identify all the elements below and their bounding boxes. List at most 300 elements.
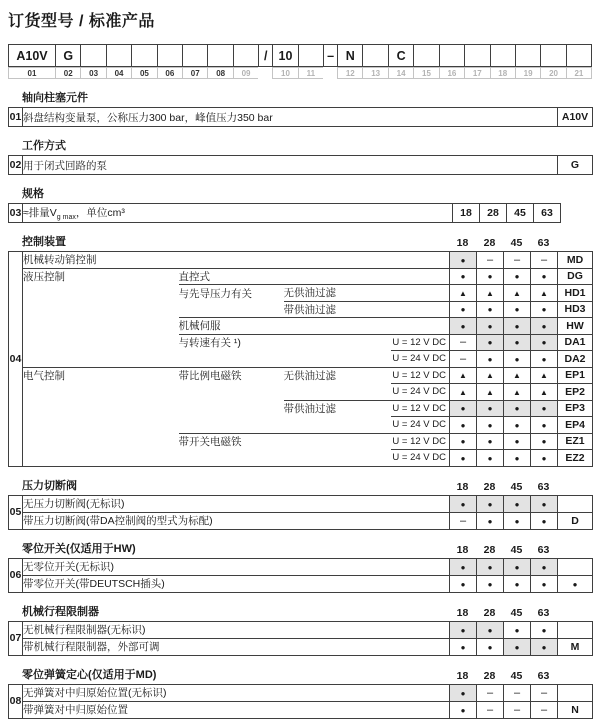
- order-code-cell: [207, 44, 233, 67]
- size-header: 18: [456, 543, 469, 556]
- order-code-position-number: 09: [233, 67, 259, 79]
- availability-cell: [450, 495, 477, 512]
- voltage-cell: U = 24 V DC: [391, 450, 450, 467]
- code-cell: MD: [558, 252, 593, 269]
- code-cell: HW: [558, 318, 593, 335]
- description-cell: 斜盘结构变量泵，公称压力300 bar，峰值压力350 bar: [23, 108, 558, 127]
- availability-cell: [450, 558, 477, 575]
- section-header: [8, 666, 592, 682]
- availability-cell: [450, 252, 477, 269]
- availability-dot-icon: ●: [460, 255, 466, 265]
- availability-cell: [477, 334, 504, 351]
- restricted-triangle-icon: ▲: [486, 387, 494, 397]
- availability-cell: [531, 512, 558, 529]
- availability-cell: [477, 268, 504, 285]
- order-code-position-number: 10: [272, 67, 298, 79]
- restricted-triangle-icon: ▲: [459, 371, 467, 381]
- order-code-cell: C: [388, 44, 414, 67]
- code-cell: DG: [558, 268, 593, 285]
- availability-dot-icon: ●: [460, 562, 466, 572]
- section-header: [8, 233, 592, 249]
- table-row: [9, 252, 593, 269]
- availability-cell: [504, 450, 531, 467]
- order-code-cell: [182, 44, 208, 67]
- availability-cell: [531, 433, 558, 450]
- section-table: [8, 203, 561, 223]
- availability-cell: [450, 638, 477, 655]
- code-cell: A10V: [558, 108, 593, 127]
- not-available-dash-icon: –: [540, 253, 548, 266]
- section-title: 零位弹簧定心(仅适用于MD): [22, 668, 157, 681]
- restricted-triangle-icon: ▲: [513, 288, 521, 298]
- availability-dot-icon: ●: [514, 516, 520, 526]
- availability-cell: [477, 301, 504, 318]
- control-label-cell: 带供油过滤: [284, 301, 391, 318]
- section-title: 零位开关(仅适用于HW): [22, 542, 136, 555]
- code-cell: [558, 621, 593, 638]
- availability-cell: [450, 575, 477, 592]
- availability-dot-icon: ●: [572, 579, 578, 589]
- control-label-cell: [23, 384, 179, 401]
- availability-cell: [450, 417, 477, 434]
- availability-dot-icon: ●: [541, 642, 547, 652]
- section-header: [8, 477, 592, 493]
- description-cell: 无机械行程限制器(无标识): [23, 621, 450, 638]
- availability-cell: [531, 575, 558, 592]
- control-label-cell: [284, 351, 391, 368]
- availability-dot-icon: ●: [541, 579, 547, 589]
- availability-dot-icon: ●: [460, 642, 466, 652]
- availability-cell: [531, 450, 558, 467]
- availability-dot-icon: ●: [460, 499, 466, 509]
- control-label-cell: [284, 318, 391, 335]
- availability-dot-icon: ●: [541, 516, 547, 526]
- description-cell: 带零位开关(带DEUTSCH插头): [23, 575, 450, 592]
- table-row: [9, 367, 593, 384]
- availability-cell: [531, 684, 558, 701]
- availability-cell: [477, 400, 504, 417]
- availability-cell: [477, 638, 504, 655]
- availability-cell: [450, 268, 477, 285]
- availability-dot-icon: ●: [460, 437, 466, 447]
- availability-dot-icon: ●: [460, 579, 466, 589]
- control-label-cell: 与先导压力有关: [179, 285, 284, 302]
- availability-dot-icon: ●: [487, 420, 493, 430]
- page-title: 订货型号 / 标准产品: [8, 13, 155, 30]
- restricted-triangle-icon: ▲: [459, 387, 467, 397]
- description-cell: 带弹簧对中归原始位置: [23, 701, 450, 718]
- size-header: 63: [537, 237, 550, 249]
- order-code-cell: [233, 44, 259, 67]
- size-header: 45: [510, 237, 523, 249]
- not-available-dash-icon: –: [486, 253, 494, 266]
- voltage-cell: [391, 318, 450, 335]
- section-table: [8, 155, 593, 175]
- section-header: [8, 137, 592, 153]
- availability-dot-icon: ●: [541, 404, 547, 414]
- availability-dot-icon: ●: [487, 305, 493, 315]
- code-cell: DA1: [558, 334, 593, 351]
- voltage-cell: U = 24 V DC: [391, 384, 450, 401]
- control-label-cell: 带开关电磁铁: [179, 433, 284, 450]
- voltage-cell: U = 12 V DC: [391, 433, 450, 450]
- order-code-position-number: 11: [298, 67, 324, 79]
- availability-dot-icon: ●: [460, 305, 466, 315]
- order-code-cell: –: [323, 44, 338, 67]
- availability-dot-icon: ●: [487, 354, 493, 364]
- availability-cell: [504, 334, 531, 351]
- voltage-cell: [391, 252, 450, 269]
- control-label-cell: 与转速有关 ¹): [179, 334, 284, 351]
- order-code-cell: [131, 44, 157, 67]
- order-code-position-number: 20: [540, 67, 566, 79]
- availability-cell: [477, 512, 504, 529]
- order-code-cell: [464, 44, 490, 67]
- section-05: [8, 477, 592, 530]
- row-number-cell: 01: [9, 108, 23, 127]
- availability-dot-icon: ●: [541, 305, 547, 315]
- availability-dot-icon: ●: [460, 420, 466, 430]
- size-header: 63: [537, 543, 550, 556]
- code-cell: G: [558, 156, 593, 175]
- order-code-position-number: 01: [8, 67, 56, 79]
- row-number-cell: 06: [9, 558, 23, 592]
- table-row: [9, 433, 593, 450]
- control-label-cell: [23, 334, 179, 351]
- order-code-position-number: 12: [337, 67, 363, 79]
- availability-cell: [477, 285, 504, 302]
- restricted-triangle-icon: ▲: [486, 371, 494, 381]
- table-row: [9, 638, 593, 655]
- section-07: [8, 603, 592, 656]
- availability-cell: [477, 252, 504, 269]
- code-cell: N: [558, 701, 593, 718]
- control-label-cell: [179, 384, 284, 401]
- availability-cell: [450, 318, 477, 335]
- availability-cell: [531, 334, 558, 351]
- section-header: [8, 540, 592, 556]
- availability-dot-icon: ●: [514, 338, 520, 348]
- control-label-cell: 机械伺服: [179, 318, 284, 335]
- availability-cell: [450, 450, 477, 467]
- control-label-cell: [284, 417, 391, 434]
- availability-cell: [531, 285, 558, 302]
- order-code-cell: [80, 44, 106, 67]
- availability-cell: [504, 575, 531, 592]
- control-label-cell: [23, 301, 179, 318]
- order-code-position-number: 08: [207, 67, 233, 79]
- control-label-cell: [179, 400, 284, 417]
- section-title: 规格: [22, 188, 44, 200]
- availability-cell: [504, 417, 531, 434]
- availability-cell: [531, 351, 558, 368]
- section-table: [8, 558, 593, 593]
- availability-cell: [504, 400, 531, 417]
- availability-cell: [531, 495, 558, 512]
- availability-cell: [504, 433, 531, 450]
- not-available-dash-icon: –: [540, 686, 548, 699]
- control-label-cell: [23, 400, 179, 417]
- restricted-triangle-icon: ▲: [540, 371, 548, 381]
- availability-cell: [477, 351, 504, 368]
- size-header: 45: [510, 606, 523, 619]
- order-code-cell: N: [337, 44, 363, 67]
- availability-dot-icon: ●: [541, 420, 547, 430]
- order-code-cell: [566, 44, 592, 67]
- availability-dot-icon: ●: [487, 625, 493, 635]
- not-available-dash-icon: –: [513, 703, 521, 716]
- restricted-triangle-icon: ▲: [513, 371, 521, 381]
- section-04: [8, 233, 592, 467]
- description-cell: 无零位开关(无标识): [23, 558, 450, 575]
- availability-dot-icon: ●: [460, 453, 466, 463]
- section-03: [8, 185, 592, 223]
- availability-dot-icon: ●: [514, 321, 520, 331]
- row-number-cell: 05: [9, 495, 23, 529]
- availability-cell: [477, 575, 504, 592]
- section-02: [8, 137, 592, 175]
- order-code-cell: [490, 44, 516, 67]
- code-cell: [558, 575, 593, 592]
- availability-dot-icon: ●: [541, 437, 547, 447]
- size-header: 63: [537, 669, 550, 682]
- control-label-cell: [179, 252, 284, 269]
- control-label-cell: 无供油过滤: [284, 367, 391, 384]
- table-row: [9, 684, 593, 701]
- table-row: [9, 156, 593, 175]
- row-number-cell: 08: [9, 684, 23, 718]
- code-cell: D: [558, 512, 593, 529]
- order-code-position-number: 03: [80, 67, 106, 79]
- size-header-row: [449, 481, 557, 493]
- table-row: [9, 400, 593, 417]
- order-code-cell: A10V: [8, 44, 56, 67]
- code-cell: EP4: [558, 417, 593, 434]
- sections-container: [8, 89, 592, 719]
- row-number-cell: 07: [9, 621, 23, 655]
- availability-dot-icon: ●: [514, 453, 520, 463]
- availability-dot-icon: ●: [487, 437, 493, 447]
- availability-dot-icon: ●: [487, 321, 493, 331]
- code-cell: M: [558, 638, 593, 655]
- availability-cell: [504, 495, 531, 512]
- not-available-dash-icon: –: [459, 352, 467, 365]
- control-label-cell: [179, 301, 284, 318]
- availability-cell: [504, 367, 531, 384]
- availability-cell: [504, 318, 531, 335]
- availability-cell: [531, 367, 558, 384]
- table-row: [9, 268, 593, 285]
- availability-cell: [504, 701, 531, 718]
- code-cell: HD3: [558, 301, 593, 318]
- availability-cell: [531, 252, 558, 269]
- size-header: 45: [510, 669, 523, 682]
- availability-cell: [450, 285, 477, 302]
- table-row: [9, 417, 593, 434]
- availability-cell: [531, 558, 558, 575]
- availability-dot-icon: ●: [514, 499, 520, 509]
- table-row: [9, 512, 593, 529]
- availability-dot-icon: ●: [487, 338, 493, 348]
- availability-dot-icon: ●: [460, 688, 466, 698]
- section-table: [8, 251, 593, 467]
- availability-cell: [531, 384, 558, 401]
- availability-cell: [504, 638, 531, 655]
- restricted-triangle-icon: ▲: [459, 288, 467, 298]
- row-number-cell: 04: [9, 252, 23, 467]
- availability-cell: [531, 301, 558, 318]
- control-label-cell: [284, 433, 391, 450]
- section-title: 轴向柱塞元件: [22, 92, 88, 104]
- availability-cell: [477, 558, 504, 575]
- size-header: 63: [537, 480, 550, 493]
- availability-dot-icon: ●: [541, 562, 547, 572]
- size-header: 28: [483, 606, 496, 619]
- order-code-position-number: 17: [464, 67, 490, 79]
- availability-dot-icon: ●: [541, 321, 547, 331]
- description-cell: 带机械行程限制器，外部可调: [23, 638, 450, 655]
- order-code-cell: G: [55, 44, 81, 67]
- order-code-position-number: 05: [131, 67, 157, 79]
- availability-cell: [504, 558, 531, 575]
- code-cell: HD1: [558, 285, 593, 302]
- restricted-triangle-icon: ▲: [540, 288, 548, 298]
- availability-dot-icon: ●: [487, 579, 493, 589]
- control-label-cell: [23, 417, 179, 434]
- voltage-cell: U = 12 V DC: [391, 400, 450, 417]
- availability-cell: [531, 268, 558, 285]
- control-label-cell: 液压控制: [23, 268, 179, 285]
- order-code-position-row: [8, 67, 592, 79]
- availability-cell: [477, 433, 504, 450]
- availability-cell: [504, 285, 531, 302]
- order-code-position-number: 15: [413, 67, 439, 79]
- size-header: 63: [537, 606, 550, 619]
- control-label-cell: 带比例电磁铁: [179, 367, 284, 384]
- code-cell: EP3: [558, 400, 593, 417]
- displacement-subscript: g max: [56, 214, 76, 222]
- table-row: [9, 701, 593, 718]
- order-code-position-number: 21: [566, 67, 592, 79]
- availability-cell: [531, 400, 558, 417]
- availability-cell: [531, 318, 558, 335]
- availability-cell: [477, 684, 504, 701]
- availability-cell: [477, 417, 504, 434]
- table-row: [9, 621, 593, 638]
- size-cell: 63: [534, 204, 561, 223]
- availability-cell: [504, 684, 531, 701]
- control-label-cell: [284, 334, 391, 351]
- order-code-cell: [157, 44, 183, 67]
- displacement-prefix: ≈排量V: [23, 206, 57, 219]
- order-code-cell: [298, 44, 324, 67]
- availability-cell: [450, 351, 477, 368]
- control-label-cell: [23, 285, 179, 302]
- availability-cell: [450, 400, 477, 417]
- voltage-cell: U = 12 V DC: [391, 334, 450, 351]
- availability-dot-icon: ●: [487, 562, 493, 572]
- table-row: [9, 351, 593, 368]
- control-label-cell: 电气控制: [23, 367, 179, 384]
- availability-cell: [450, 621, 477, 638]
- order-code-position-number: [323, 67, 338, 79]
- code-cell: [558, 684, 593, 701]
- availability-dot-icon: ●: [541, 625, 547, 635]
- availability-cell: [531, 701, 558, 718]
- availability-dot-icon: ●: [514, 305, 520, 315]
- order-code-cell: [413, 44, 439, 67]
- availability-dot-icon: ●: [541, 354, 547, 364]
- table-row: [9, 450, 593, 467]
- availability-dot-icon: ●: [541, 338, 547, 348]
- availability-cell: [504, 268, 531, 285]
- table-row: [9, 204, 561, 223]
- availability-dot-icon: ●: [514, 354, 520, 364]
- order-code-position-number: [258, 67, 273, 79]
- order-code-position-number: 19: [515, 67, 541, 79]
- availability-cell: [450, 512, 477, 529]
- section-01: [8, 89, 592, 127]
- size-header-row: [449, 544, 557, 556]
- availability-dot-icon: ●: [514, 420, 520, 430]
- order-code-position-number: 04: [106, 67, 132, 79]
- restricted-triangle-icon: ▲: [486, 288, 494, 298]
- availability-cell: [450, 433, 477, 450]
- size-header: 18: [456, 237, 469, 249]
- not-available-dash-icon: –: [486, 703, 494, 716]
- availability-cell: [450, 367, 477, 384]
- availability-dot-icon: ●: [514, 272, 520, 282]
- voltage-cell: U = 24 V DC: [391, 417, 450, 434]
- control-label-cell: [23, 450, 179, 467]
- order-code-cells-row: [8, 44, 592, 67]
- section-title: 机械行程限制器: [22, 605, 99, 618]
- size-cell: 18: [453, 204, 480, 223]
- availability-cell: [477, 384, 504, 401]
- availability-dot-icon: ●: [541, 499, 547, 509]
- code-cell: EP1: [558, 367, 593, 384]
- section-06: [8, 540, 592, 593]
- control-label-cell: [179, 450, 284, 467]
- availability-cell: [531, 638, 558, 655]
- availability-cell: [504, 301, 531, 318]
- availability-dot-icon: ●: [514, 562, 520, 572]
- order-code-cell: [439, 44, 465, 67]
- restricted-triangle-icon: ▲: [540, 387, 548, 397]
- availability-cell: [504, 351, 531, 368]
- availability-dot-icon: ●: [514, 642, 520, 652]
- availability-dot-icon: ●: [514, 437, 520, 447]
- availability-cell: [477, 621, 504, 638]
- availability-dot-icon: ●: [487, 404, 493, 414]
- order-code-cell: [515, 44, 541, 67]
- availability-dot-icon: ●: [460, 404, 466, 414]
- availability-cell: [477, 495, 504, 512]
- availability-cell: [504, 512, 531, 529]
- control-label-cell: 直控式: [179, 268, 284, 285]
- availability-cell: [450, 701, 477, 718]
- section-08: [8, 666, 592, 719]
- control-label-cell: 无供油过滤: [284, 285, 391, 302]
- availability-cell: [531, 417, 558, 434]
- order-code-position-number: 06: [157, 67, 183, 79]
- code-cell: EZ2: [558, 450, 593, 467]
- code-cell: EP2: [558, 384, 593, 401]
- not-available-dash-icon: –: [486, 686, 494, 699]
- size-header: 18: [456, 480, 469, 493]
- not-available-dash-icon: –: [513, 686, 521, 699]
- voltage-cell: U = 12 V DC: [391, 367, 450, 384]
